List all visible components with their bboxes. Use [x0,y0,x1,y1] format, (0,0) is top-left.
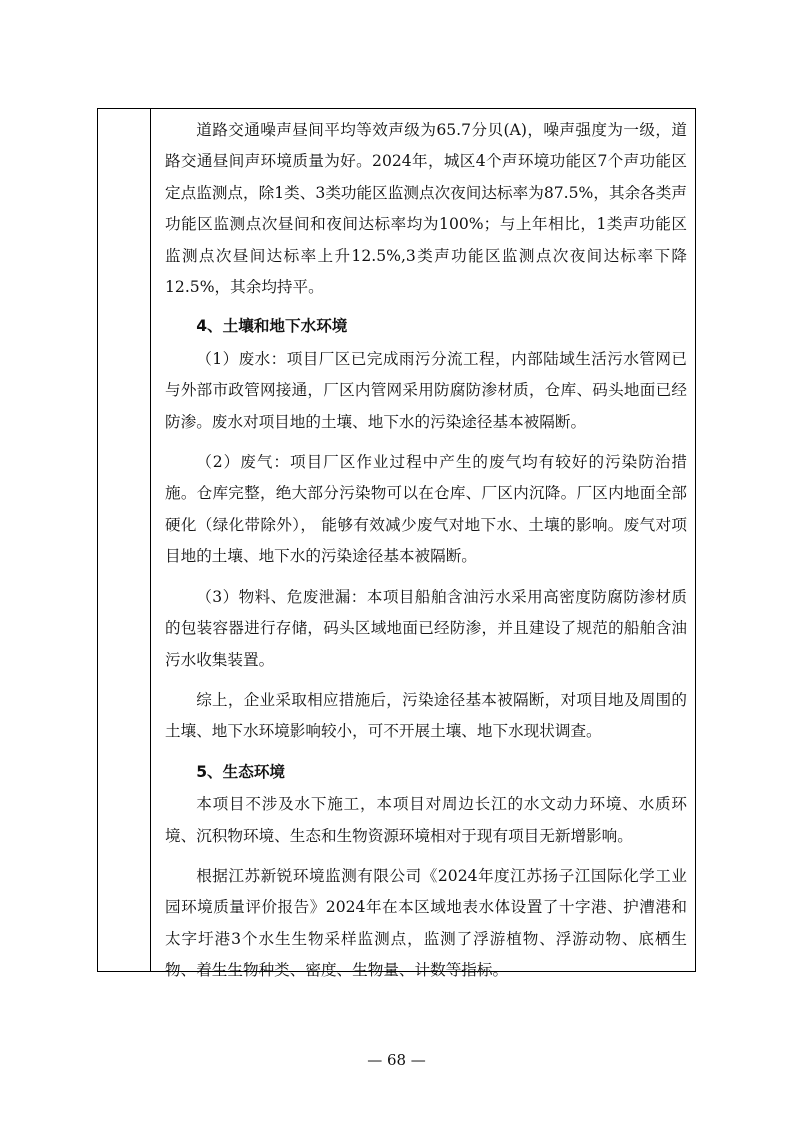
table-column-divider [150,109,151,971]
paragraph-wastewater: （1）废水：项目厂区已完成雨污分流工程，内部陆域生活污水管网已与外部市政管网接通，厂区内管网采用防腐防渗材质，仓库、码头地面已经防渗。废水对项目地的土壤、地下水的污染途径基本被隔断。 [165,349,687,431]
paragraph-summary: 综上，企业采取相应措施后，污染途径基本被隔断，对项目地及周围的土壤、地下水环境影响较小，可不开展土壤、地下水现状调查。 [165,690,687,741]
heading-ecology: 5、生态环境 [196,762,286,781]
paragraph-monitoring-report: 根据江苏新锐环境监测有限公司《2024年度江苏扬子江国际化学工业园环境质量评价报告》2024年在本区域地表水体设置了十字港、护漕港和太字圩港3个水生生物采样监测点，监测了浮游植物、浮游动物、底栖生物、着生生物种类、密度、生物量、计数等指标。 [165,866,687,980]
paragraph-leakage: （3）物料、危废泄漏：本项目船舶含油污水采用高密度防腐防渗材质的包装容器进行存储，码头区域地面已经防渗，并且建设了规范的船舶含油污水收集装置。 [165,587,687,669]
paragraph-ecology-impact: 本项目不涉及水下施工，本项目对周边长江的水文动力环境、水质环境、沉积物环境、生态和生物资源环境相对于现有项目无新增影响。 [165,795,687,845]
table-content-cell [165,115,687,996]
content-table [97,108,696,980]
heading-soil-groundwater: 4、土壤和地下水环境 [196,317,348,336]
page-number: — 68 — [367,1051,426,1069]
paragraph-waste-gas: （2）废气：项目厂区作业过程中产生的废气均有较好的污染防治措施。仓库完整，绝大部分污染物可以在仓库、厂区内沉降。厂区内地面全部硬化（绿化带除外）， 能够有效减少废气对地下水、土壤的影响。废气对项目地的土壤、地下水的污染途径基本被隔断。 [165,453,687,566]
paragraph-road-noise: 道路交通噪声昼间平均等效声级为65.7分贝(A)，噪声强度为一级，道路交通昼间声环境质量为好。2024年，城区4个声环境功能区7个声功能区定点监测点，除1类、3类功能区监测点次夜间达标率为87.5%，其余各类声功能区监测点次昼间和夜间达标率均为100%；与上年相比，1类声功能区监测点次昼间达标率上升12.5%,3类声功能区监测点次夜间达标率下降12.5%，其余均持平。 [165,121,687,297]
